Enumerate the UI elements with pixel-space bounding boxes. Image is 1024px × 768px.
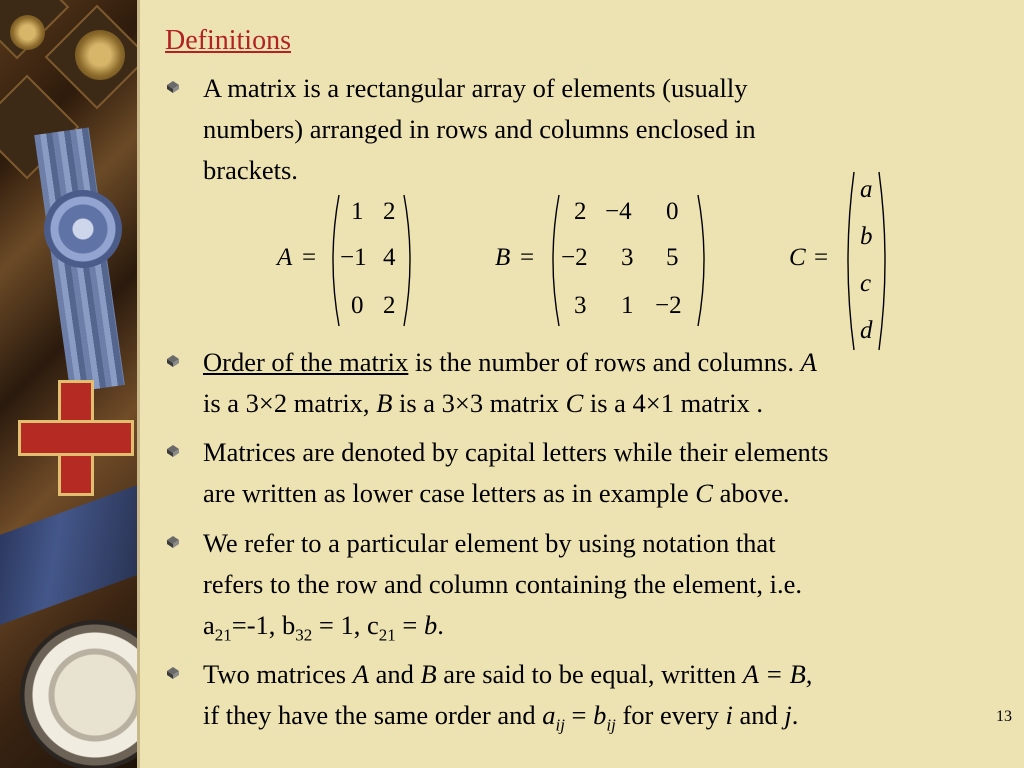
bullet-matrix-definition: A matrix is a rectangular array of elements (usually numbers) arranged in rows and columns enclosed in brackets. [165, 68, 1015, 191]
matrix-cell: c [860, 270, 872, 297]
matrix-b-equals: = [520, 244, 535, 271]
bullet-icon [167, 536, 179, 548]
right-bracket [877, 170, 893, 352]
matrix-cell: −2 [655, 292, 682, 319]
bullet-matrix-equality: Two matrices A and B are said to be equal, written A = B, if they have the same order and $a_{ij} = b_{ij}$ for every i and j. [165, 654, 1015, 745]
matrix-cell: −4 [605, 198, 632, 225]
left-bracket [545, 193, 561, 328]
matrix-cell: 2 [383, 292, 396, 319]
bullet-notation-letters: Matrices are denoted by capital letters while their elements are written as lower case letters as in example C above. [165, 432, 1015, 514]
matrix-cell: 1 [351, 198, 364, 225]
matrix-a-equals: = [302, 244, 317, 271]
bullet-icon [167, 355, 179, 367]
bullet-element-reference: We refer to a particular element by using notation that refers to the row and column containing the element, i.e. $a_{21}=-1$, $b_{32} = 1$, $c_{21} = b$. [165, 523, 1015, 655]
decorative-medal-image [0, 0, 137, 768]
matrix-cell: 1 [621, 292, 634, 319]
matrix-cell: 0 [666, 198, 679, 225]
bullet-icon [167, 667, 179, 679]
right-bracket [402, 193, 418, 328]
matrix-cell: 3 [574, 292, 587, 319]
matrix-cell: 2 [574, 198, 587, 225]
matrix-cell: 5 [666, 244, 679, 271]
matrix-cell: 2 [383, 198, 396, 225]
slide-content [165, 0, 1015, 768]
bullet-order-of-matrix: Order of the matrix is the number of rows and columns. A is a 3×2 matrix, B is a 3×3 matrix C is a 4×1 matrix . [165, 342, 1015, 424]
matrix-cell: d [860, 317, 873, 344]
slide-title: Definitions [165, 25, 291, 56]
matrix-a-name: A [277, 244, 293, 271]
matrix-cell: 4 [383, 244, 396, 271]
matrix-cell: −1 [340, 244, 367, 271]
left-bracket [325, 193, 341, 328]
left-bracket [840, 170, 856, 352]
order-term: Order of the matrix [203, 347, 409, 377]
bullet-icon [167, 81, 179, 93]
matrix-cell: a [860, 176, 873, 203]
matrix-cell: −2 [561, 244, 588, 271]
page-number: 13 [996, 708, 1012, 725]
matrix-b-name: B [495, 244, 511, 271]
left-divider [137, 0, 140, 768]
matrix-c-name: C [789, 244, 806, 271]
matrix-cell: b [860, 223, 873, 250]
bullet-icon [167, 445, 179, 457]
matrix-c-equals: = [814, 244, 829, 271]
matrix-cell: 3 [621, 244, 634, 271]
matrix-cell: 0 [351, 292, 364, 319]
right-bracket [696, 193, 712, 328]
